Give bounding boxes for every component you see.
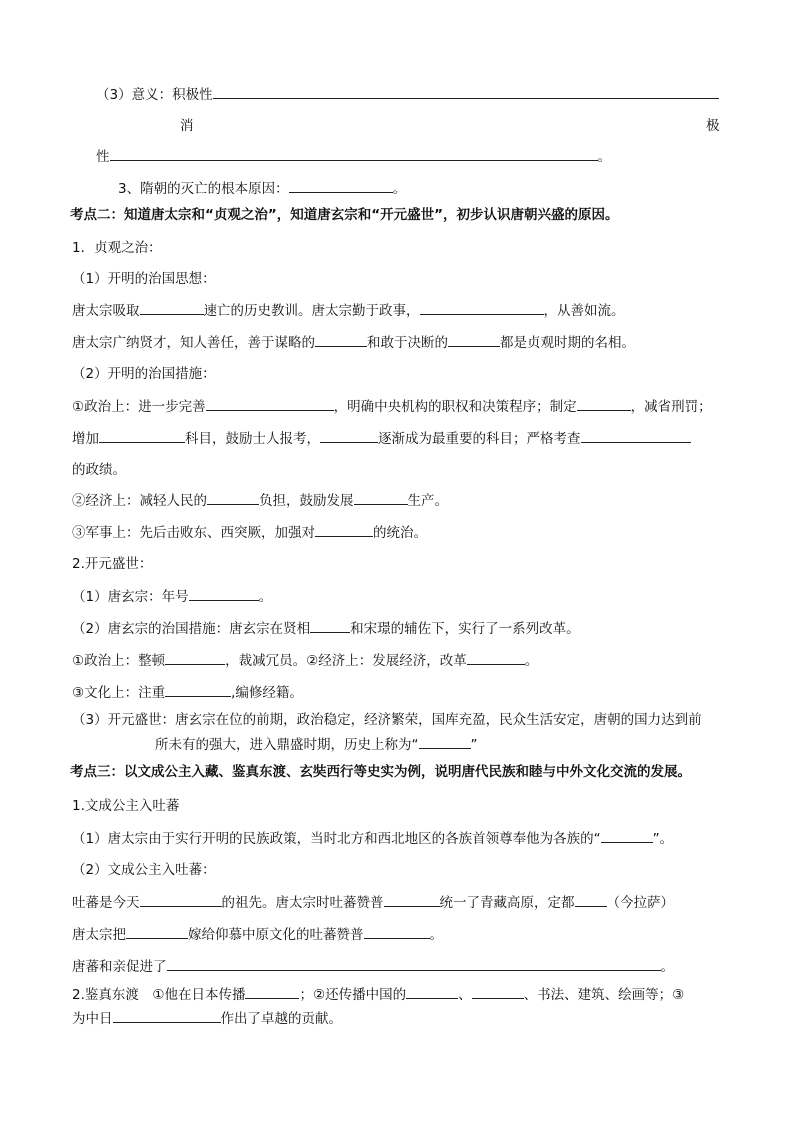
text: ” <box>470 737 478 753</box>
line-negative-2 <box>706 116 720 136</box>
blank[interactable] <box>310 618 350 633</box>
text: 速亡的历史教训。唐太宗勤于政事， <box>203 303 420 319</box>
text: 、书法、建筑、绘画等；③ <box>523 987 685 1003</box>
text: ；②还传播中国的 <box>299 987 407 1003</box>
line-thought: （1）开明的治国思想： <box>72 271 216 287</box>
line-measures: （2）开明的治国措施： <box>72 366 216 382</box>
line-xuanzong-measures <box>72 618 580 639</box>
text: 。 <box>392 181 407 197</box>
text: ,编修经籍。 <box>231 685 303 701</box>
line-kaiyuan: 2.开元盛世： <box>72 556 153 572</box>
line-wencheng: 1.文成公主入吐蕃 <box>72 798 180 814</box>
text: ，明确中央机构的职权和决策程序；制定 <box>333 399 577 415</box>
line-significance <box>96 84 719 105</box>
line-tiankehan <box>72 828 673 849</box>
text: （1）唐玄宗：年号 <box>72 589 189 605</box>
blank[interactable] <box>448 332 500 347</box>
blank[interactable] <box>315 522 373 537</box>
text: 3、隋朝的灭亡的根本原因： <box>118 181 289 197</box>
blank[interactable] <box>206 396 334 411</box>
text: 和宋璟的辅佐下，实行了一系列改革。 <box>350 621 580 637</box>
text: 统一了青藏高原，定都 <box>439 895 575 911</box>
heading-point-2: 考点二：知道唐太宗和“贞观之治”，知道唐玄宗和“开元盛世”，初步认识唐朝兴盛的原因。 <box>70 207 619 223</box>
blank[interactable] <box>167 956 661 971</box>
heading-point-3: 考点三：以文成公主入藏、鉴真东渡、玄奘西行等史实为例，说明唐代民族和睦与中外文化交流的发展。 <box>70 764 691 780</box>
blank[interactable] <box>581 428 691 443</box>
text: 增加 <box>72 431 99 447</box>
blank[interactable] <box>354 490 408 505</box>
text: 。 <box>258 589 273 605</box>
text: 吐蕃是今天 <box>72 895 140 911</box>
blank[interactable] <box>419 734 471 749</box>
text: 唐太宗把 <box>72 927 126 943</box>
text: 极 <box>706 118 720 134</box>
text: ，裁减冗员。②经济上：发展经济，改革 <box>225 653 467 669</box>
text: ①政治上：进一步完善 <box>72 399 206 415</box>
line-jianzhen-1 <box>72 984 684 1005</box>
blank[interactable] <box>467 650 525 665</box>
line-xuanzong-culture <box>72 682 303 703</box>
line-economy <box>72 490 448 511</box>
text: 为中日 <box>72 1011 113 1027</box>
line-negative-3 <box>96 146 611 167</box>
line-heqin <box>72 956 674 977</box>
text: 嫁给仰慕中原文化的吐蕃赞普 <box>188 927 364 943</box>
blank[interactable] <box>207 490 259 505</box>
text: 、 <box>458 987 472 1003</box>
line-taizong-2 <box>72 332 635 353</box>
blank[interactable] <box>99 428 185 443</box>
text: 负担，鼓励发展 <box>259 493 354 509</box>
line-tubo-heading: （2）文成公主入吐蕃： <box>72 862 216 878</box>
blank[interactable] <box>165 682 231 697</box>
text: ，从善如流。 <box>543 303 625 319</box>
text: ③军事上：先后击败东、西突厥，加强对 <box>72 525 315 541</box>
blank[interactable] <box>575 892 607 907</box>
blank[interactable] <box>601 828 653 843</box>
text: 逐渐成为最重要的科目；严格考查 <box>378 431 581 447</box>
text: （今拉萨） <box>606 895 674 911</box>
text: 唐太宗广纳贤才，知人善任，善于谋略的 <box>72 335 315 351</box>
text: ②经济上：减轻人民的 <box>72 493 207 509</box>
blank[interactable] <box>364 924 430 939</box>
line-jianzhen-2 <box>72 1008 342 1029</box>
text: 。 <box>597 149 611 165</box>
text: 和敢于决断的 <box>367 335 448 351</box>
blank[interactable] <box>189 586 259 601</box>
text: 2.鉴真东渡 ①他在日本传播 <box>72 987 246 1003</box>
line-kaiyuan-prosperity-1: （3）开元盛世：唐玄宗在位的前期，政治稳定，经济繁荣，国库充盈，民众生活安定，唐朝的国力达到前 <box>72 712 702 728</box>
blank[interactable] <box>406 984 458 999</box>
blank[interactable] <box>213 84 719 99</box>
line-politics-2 <box>72 428 691 449</box>
blank[interactable] <box>245 984 299 999</box>
blank[interactable] <box>315 332 367 347</box>
line-tubo-1 <box>72 892 674 913</box>
blank[interactable] <box>140 300 204 315</box>
text: 。 <box>524 653 539 669</box>
text: 唐太宗吸取 <box>72 303 140 319</box>
blank[interactable] <box>110 146 598 161</box>
line-negative-1 <box>180 116 194 136</box>
blank[interactable] <box>113 1008 221 1023</box>
text: 科目，鼓励士人报考， <box>185 431 320 447</box>
blank[interactable] <box>577 396 631 411</box>
line-zhenguan: 1．贞观之治： <box>72 240 162 256</box>
text: ”。 <box>652 831 674 847</box>
text: 作出了卓越的贡献。 <box>220 1011 342 1027</box>
blank[interactable] <box>420 300 544 315</box>
text: （3）意义：积极性 <box>96 87 213 103</box>
line-xuanzong-politics <box>72 650 538 671</box>
blank[interactable] <box>140 892 222 907</box>
text: （1）唐太宗由于实行开明的民族政策，当时北方和西北地区的各族首领尊奉他为各族的“ <box>72 831 601 847</box>
text: 唐蕃和亲促进了 <box>72 959 167 975</box>
text: ③文化上：注重 <box>72 685 166 701</box>
text: 生产。 <box>407 493 448 509</box>
line-politics-3: 的政绩。 <box>72 462 126 478</box>
text: 。 <box>660 959 674 975</box>
line-kaiyuan-prosperity-2 <box>155 734 478 755</box>
text: 消 <box>180 118 194 134</box>
line-sui-fall <box>118 178 406 199</box>
text: 都是贞观时期的名相。 <box>500 335 635 351</box>
blank[interactable] <box>384 892 440 907</box>
text: （2）唐玄宗的治国措施：唐玄宗在贤相 <box>72 621 311 637</box>
text: 的统治。 <box>373 525 427 541</box>
line-taizong-1 <box>72 300 625 321</box>
text: ①政治上：整顿 <box>72 653 166 669</box>
text: 性 <box>96 149 110 165</box>
line-politics-1 <box>72 396 712 417</box>
line-military <box>72 522 427 543</box>
blank[interactable] <box>472 984 524 999</box>
line-xuanzong <box>72 586 272 607</box>
blank[interactable] <box>320 428 378 443</box>
text: 。 <box>429 927 443 943</box>
text: ，减省刑罚； <box>630 399 712 415</box>
blank[interactable] <box>289 178 393 193</box>
blank[interactable] <box>165 650 225 665</box>
text: 所未有的强大，进入鼎盛时期，历史上称为“ <box>155 737 419 753</box>
blank[interactable] <box>126 924 188 939</box>
text: 的祖先。唐太宗时吐蕃赞普 <box>221 895 384 911</box>
line-tubo-2 <box>72 924 443 945</box>
